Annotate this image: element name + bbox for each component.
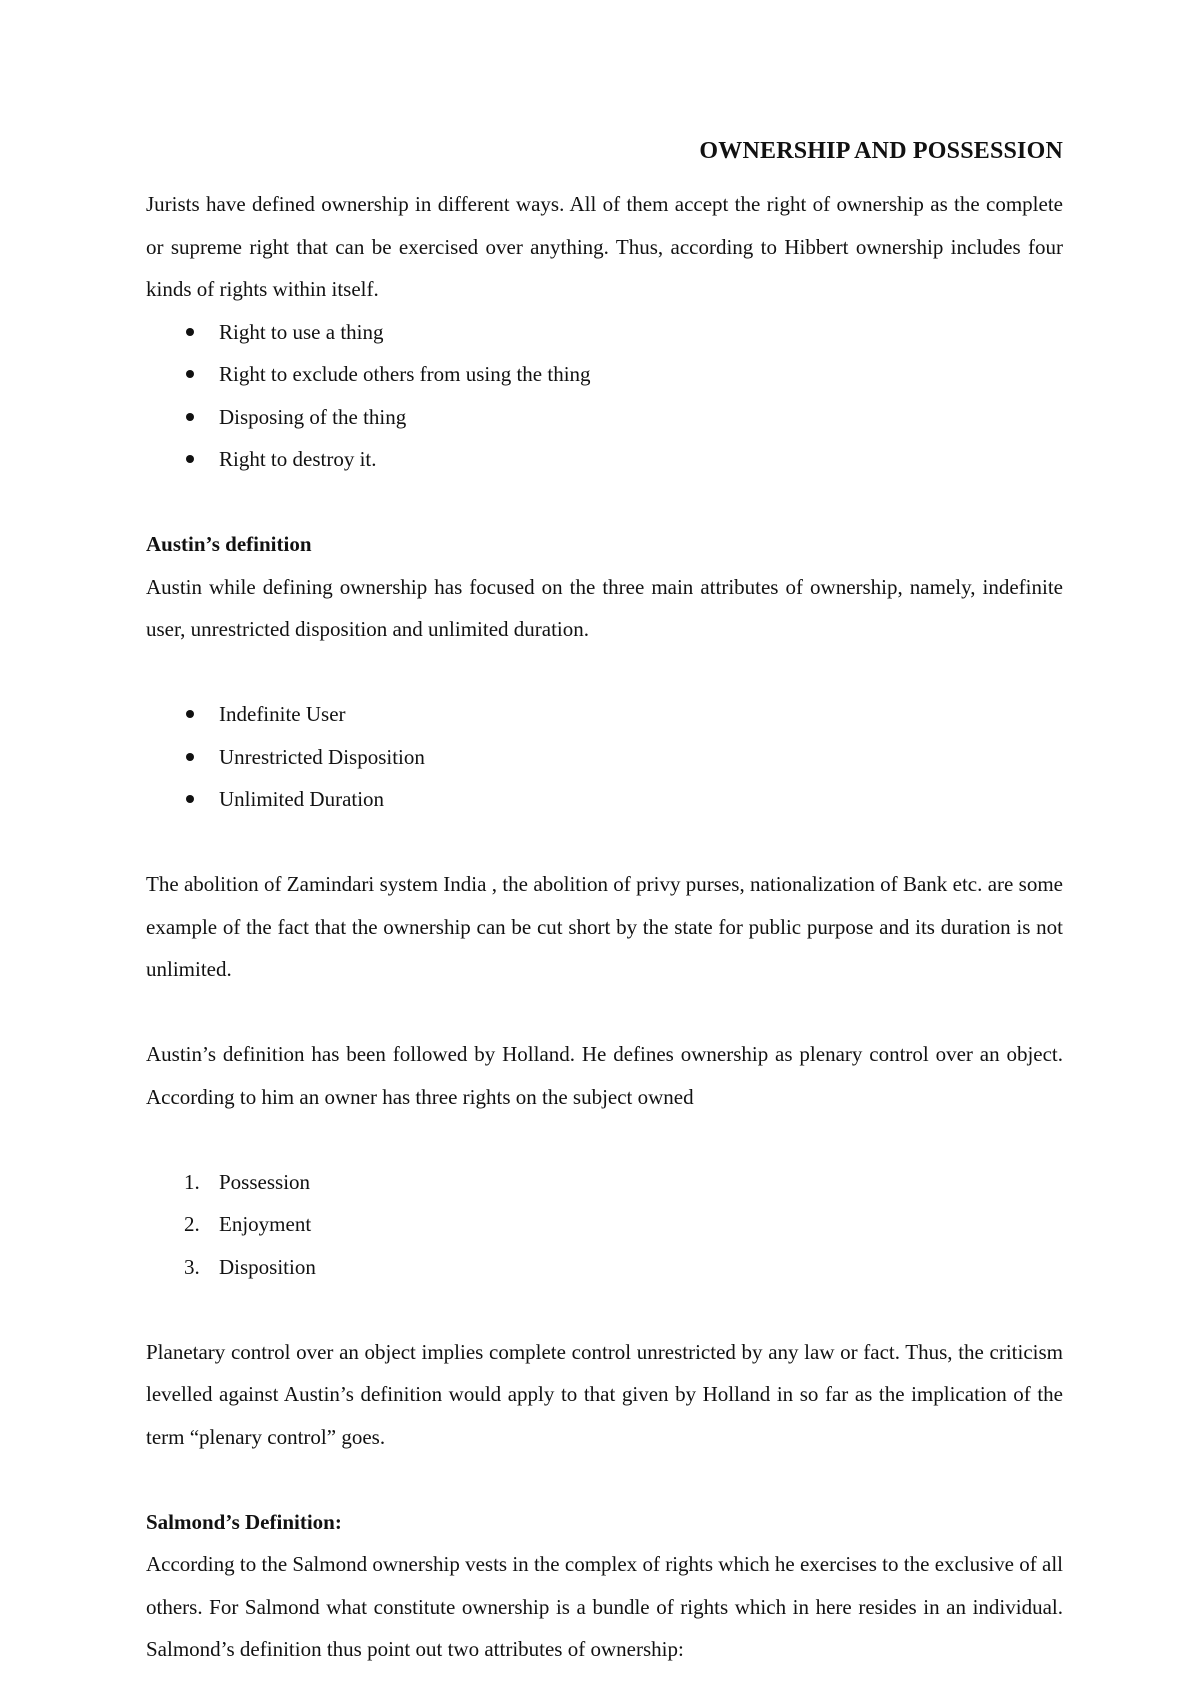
list-item: Right to use a thing [146, 311, 1063, 354]
holland-rights-list [146, 1161, 1063, 1289]
intro-paragraph: Jurists have defined ownership in different ways. All of them accept the right of ownership as the complete or supreme right that can be exercised over anything. Thus, according to Hibbert ownership includes four kinds of rights within itself. [146, 192, 1063, 301]
list-item: Right to exclude others from using the thing [146, 353, 1063, 396]
holland-paragraph: Austin’s definition has been followed by Holland. He defines ownership as plenary control over an object. According to him an owner has three rights on the subject owned [146, 1042, 1063, 1109]
list-item-label: Enjoyment [219, 1212, 312, 1236]
spacer [146, 991, 1063, 1034]
austin-heading: Austin’s definition [146, 532, 312, 556]
list-item-label: Possession [219, 1169, 311, 1194]
spacer [146, 1118, 1063, 1161]
spacer [146, 1458, 1063, 1501]
list-number: 1. [184, 1169, 200, 1194]
spacer [146, 1288, 1063, 1331]
salmond-heading: Salmond’s Definition: [146, 1509, 342, 1534]
hibbert-rights-list [146, 311, 1063, 481]
list-item: Disposing of the thing [146, 396, 1063, 439]
list-item [146, 1161, 1063, 1204]
list-number: 3. [184, 1254, 200, 1279]
spacer [146, 651, 1063, 694]
list-item-label: Disposition [219, 1254, 316, 1279]
document-body [146, 183, 1063, 1671]
austin-paragraph: Austin while defining ownership has focused on the three main attributes of ownership, namely, indefinite user, unrestricted disposition and unlimited duration. [146, 574, 1063, 641]
list-item: Unlimited Duration [146, 778, 1063, 821]
criticism-paragraph: Planetary control over an object implies complete control unrestricted by any law or fact. Thus, the criticism levelled against Austin’s definition would apply to that given by Holland in so far as the implication of the term “plenary control” goes. [146, 1339, 1063, 1449]
spacer [146, 481, 1063, 524]
list-number: 2. [184, 1212, 200, 1236]
list-item: Unrestricted Disposition [146, 736, 1063, 779]
spacer [146, 821, 1063, 864]
document-title: OWNERSHIP AND POSSESSION [699, 138, 1063, 164]
abolition-paragraph: The abolition of Zamindari system India , the abolition of privy purses, nationalization of Bank etc. are some example of the fact that the ownership can be cut short by the state for public purpose and its duration is not unlimited. [146, 872, 1063, 981]
list-item: Indefinite User [146, 693, 1063, 736]
salmond-paragraph: According to the Salmond ownership vests in the complex of rights which he exercises to the exclusive of all others. For Salmond what constitute ownership is a bundle of rights which in here resides in an individual. Salmond’s definition thus point out two attributes of ownership: [146, 1552, 1063, 1661]
list-item [146, 1203, 1063, 1246]
austin-attributes-list [146, 693, 1063, 821]
list-item [146, 1246, 1063, 1289]
list-item: Right to destroy it. [146, 438, 1063, 481]
